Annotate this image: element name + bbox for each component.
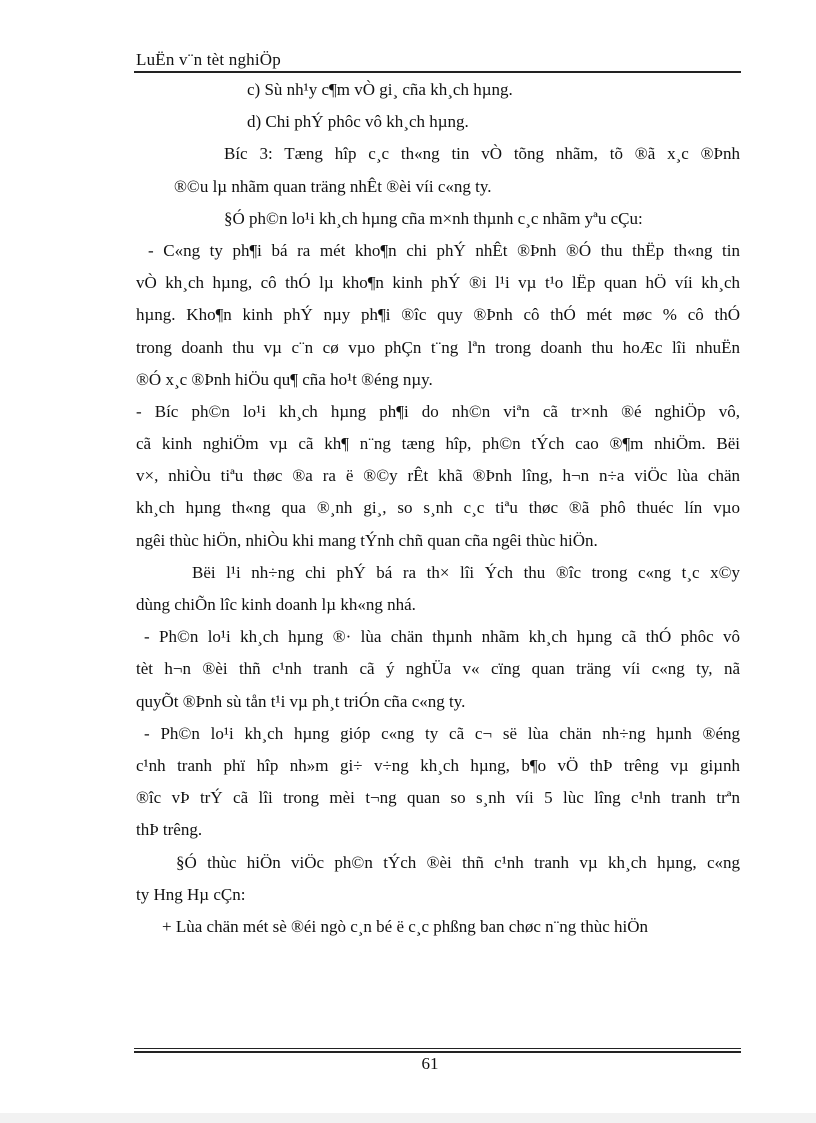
page-number: 61 (421, 1054, 439, 1073)
paragraph-line: ngêi thùc hiÖn, nhiÒu khi mang tÝnh chñ quan cña ngêi thùc hiÖn. (136, 530, 598, 550)
list-item-c: c) Sù nh¹y c¶m vÒ gi¸ cña kh¸ch hµng. (247, 80, 513, 99)
paragraph-line: hµng. Kho¶n kinh phÝ nµy ph¶i ®îc quy ®Þnh cô thÓ mét møc % cô thÓ (136, 305, 740, 325)
footer-divider (134, 1051, 741, 1053)
bullet-line: - Bíc ph©n lo¹i kh¸ch hµng ph¶i do nh©n viªn cã tr×nh ®é nghiÖp vô, (136, 401, 740, 421)
paragraph-line: ®©u lµ nhãm quan träng nhÊt ®èi víi c«ng ty. (174, 176, 492, 196)
paragraph-line: kh¸ch hµng th«ng qua ®¸nh gi¸, so s¸nh c¸c tiªu thøc ®ã phô thuéc lín vµo (136, 498, 740, 518)
bullet-line: - Ph©n lo¹i kh¸ch hµng ®· lùa chän thµnh nhãm kh¸ch hµng cã thÓ phôc vô (144, 627, 740, 647)
page-bottom-band (0, 1113, 816, 1123)
paragraph-line: v×, nhiÒu tiªu thøc ®a ra ë ®©y rÊt khã ®Þnh lîng, h¬n n÷a viÖc lùa chän (136, 466, 740, 486)
paragraph-line: Bëi l¹i nh÷ng chi phÝ bá ra th× lîi Ých thu ®îc trong c«ng t¸c x©y (192, 562, 740, 582)
paragraph-line: §Ó thùc hiÖn viÖc ph©n tÝch ®èi thñ c¹nh tranh vµ kh¸ch hµng, c«ng (176, 852, 740, 872)
paragraph-line: §Ó ph©n lo¹i kh¸ch hµng cña m×nh thµnh c¸c nhãm yªu cÇu: (224, 208, 643, 228)
paragraph-line: dùng chiÕn lîc kinh doanh lµ kh«ng nhá. (136, 595, 416, 614)
running-header: LuËn v¨n tèt nghiÖp (136, 50, 281, 69)
paragraph-line: ®Ó x¸c ®Þnh hiÖu qu¶ cña ho¹t ®éng nµy. (136, 369, 433, 389)
bullet-line: - Ph©n lo¹i kh¸ch hµng gióp c«ng ty cã c¬ së lùa chän nh÷ng hµnh ®éng (144, 723, 740, 743)
body-text (136, 74, 740, 943)
paragraph-line: vÒ kh¸ch hµng, cô thÓ lµ kho¶n kinh phÝ ®i l¹i vµ t¹o lËp quan hÖ víi kh¸ch (136, 273, 740, 293)
paragraph-line: ®îc vÞ trÝ cã lîi trong mèi t¬ng quan so s¸nh víi 5 lùc lîng c¹nh tranh trªn (136, 788, 740, 808)
paragraph-line: ty Hng Hµ cÇn: (136, 884, 246, 904)
paragraph-line: quyÕt ®Þnh sù tån t¹i vµ ph¸t triÓn cña c«ng ty. (136, 691, 466, 711)
bullet-line: + Lùa chän mét sè ®éi ngò c¸n bé ë c¸c phßng ban chøc n¨ng thùc hiÖn (162, 916, 649, 936)
header-divider (134, 71, 741, 73)
paragraph-line: Bíc 3: Tæng hîp c¸c th«ng tin vÒ tõng nhãm, tõ ®ã x¸c ®Þnh (224, 144, 740, 164)
paragraph-line: c¹nh tranh phï hîp nh»m gi÷ v÷ng kh¸ch hµng, b¶o vÖ thÞ trêng vµ giµnh (136, 755, 740, 775)
paragraph-line: trong doanh thu vµ c¨n cø vµo phÇn t¨ng lªn trong doanh thu hoÆc lîi nhuËn (136, 337, 740, 357)
list-item-d: d) Chi phÝ phôc vô kh¸ch hµng. (247, 112, 469, 132)
paragraph-line: thÞ trêng. (136, 820, 203, 840)
footer-divider (134, 1048, 741, 1049)
bullet-line: - C«ng ty ph¶i bá ra mét kho¶n chi phÝ nhÊt ®Þnh ®Ó thu thËp th«ng tin (148, 240, 740, 260)
paragraph-line: cã kinh nghiÖm vµ cã kh¶ n¨ng tæng hîp, ph©n tÝch cao ®¶m nhiÖm. Bëi (136, 434, 740, 454)
paragraph-line: tèt h¬n ®èi thñ c¹nh tranh cã ý nghÜa v« cïng quan träng víi c«ng ty, nã (136, 659, 740, 679)
